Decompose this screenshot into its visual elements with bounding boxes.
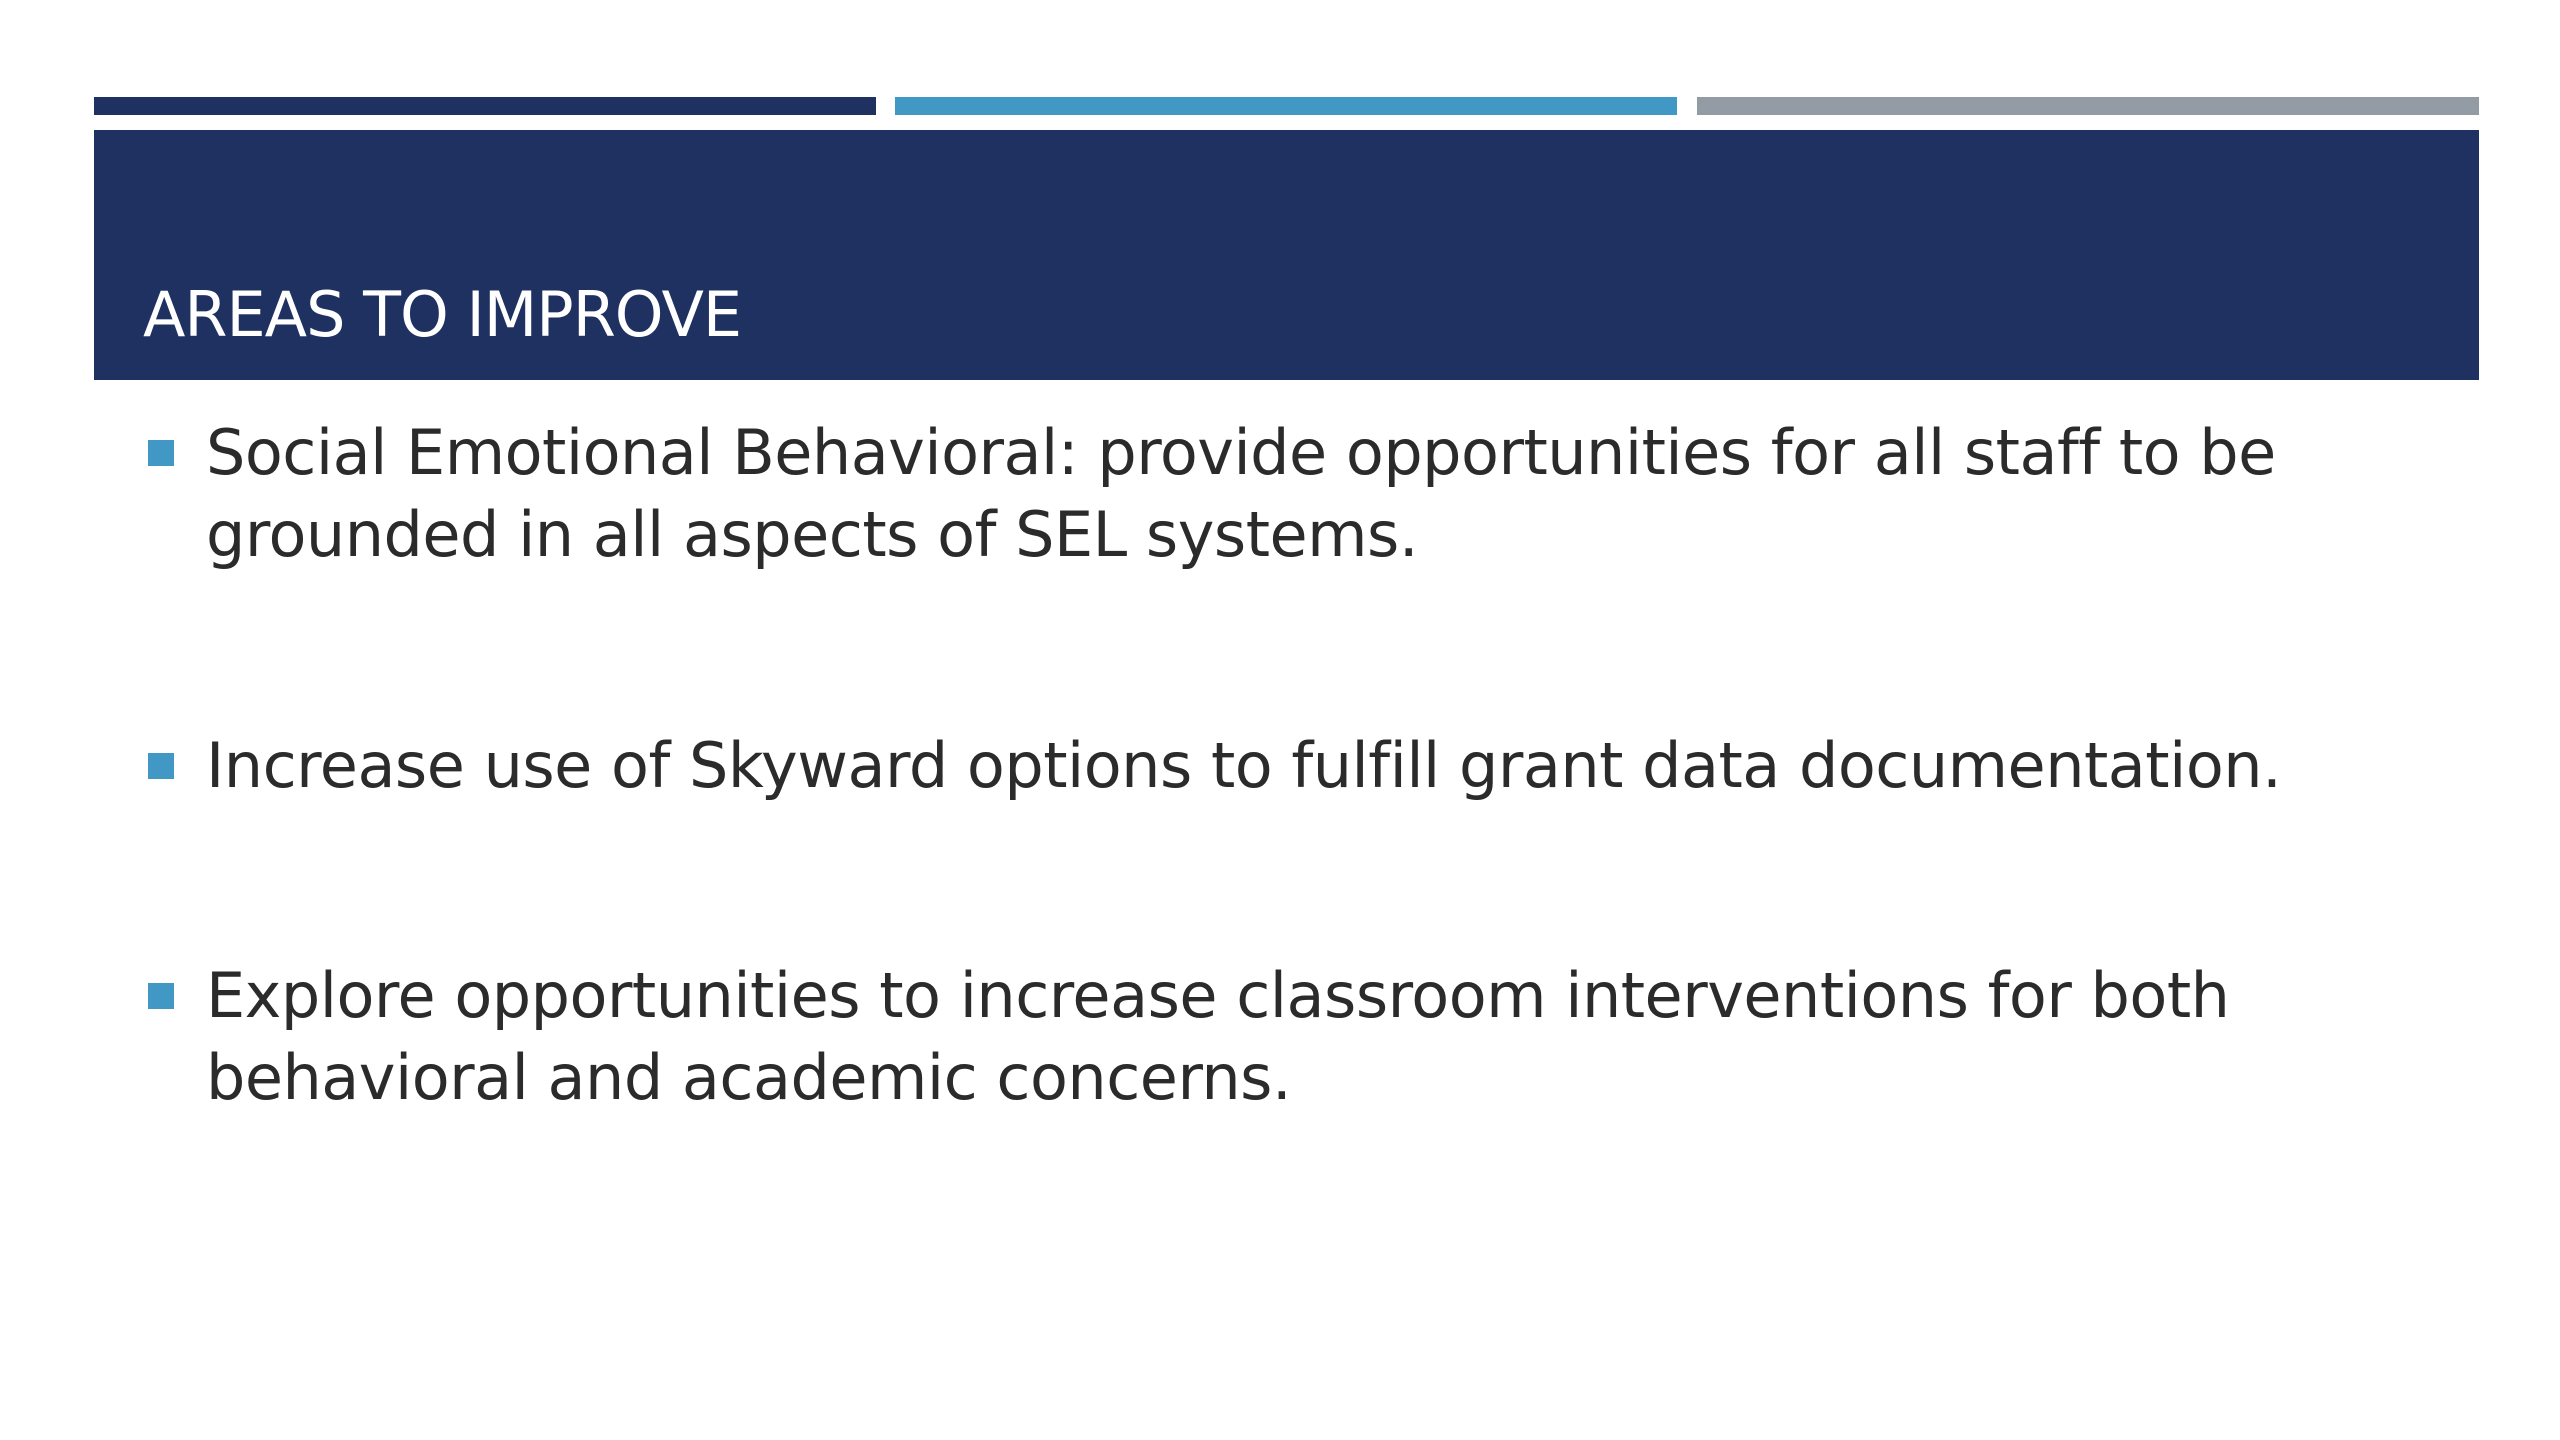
bullet-item <box>148 955 2378 1119</box>
bullet-item <box>148 412 2378 576</box>
bullet-text: Increase use of Skyward options to fulfill grant data documentation. <box>206 729 2282 802</box>
square-bullet-icon <box>148 753 174 779</box>
square-bullet-icon <box>148 440 174 466</box>
slide-title: AREAS TO IMPROVE <box>143 278 742 351</box>
square-bullet-icon <box>148 983 174 1009</box>
bullet-item <box>148 725 2378 807</box>
bullet-text: Social Emotional Behavioral: provide opportunities for all staff to be grounded in all aspects of SEL systems. <box>206 416 2276 571</box>
bullet-text: Explore opportunities to increase classroom interventions for both behavioral and academic concerns. <box>206 959 2230 1114</box>
